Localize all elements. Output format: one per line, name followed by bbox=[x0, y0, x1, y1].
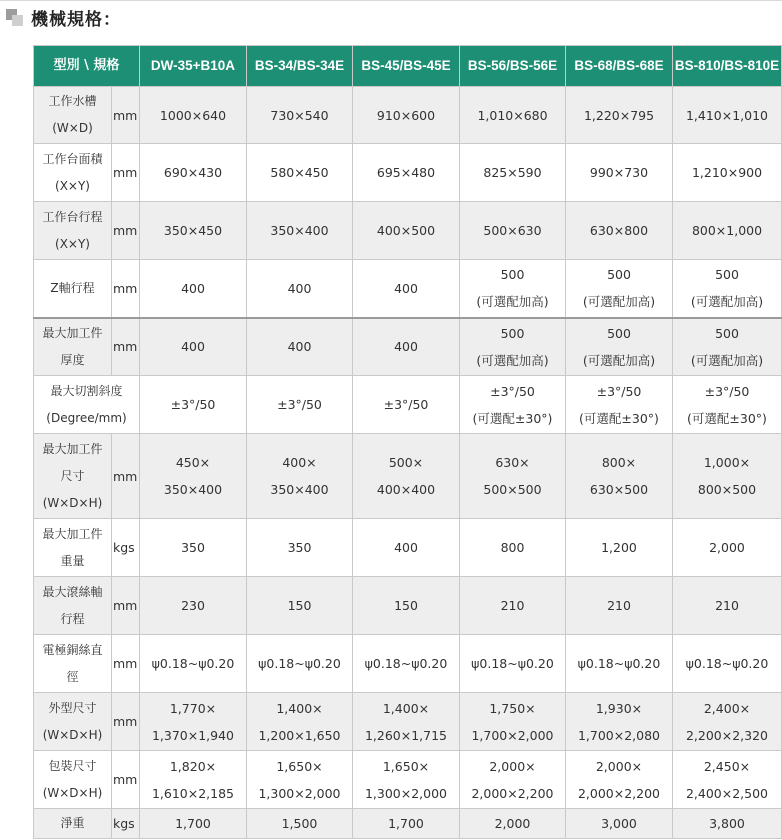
cell-line: 1,400× bbox=[382, 700, 430, 716]
spec-unit: mm bbox=[112, 144, 140, 202]
cell-line: 400 bbox=[181, 280, 205, 296]
cell-line: 1000×640 bbox=[159, 107, 227, 123]
section-title: 機械規格： bbox=[31, 9, 121, 30]
cell-line: (可選配加高) bbox=[690, 352, 764, 368]
spec-label bbox=[34, 144, 112, 202]
cell-line: 1,400× bbox=[276, 700, 323, 716]
spec-value bbox=[673, 577, 782, 635]
spec-value bbox=[140, 376, 247, 434]
cell-line: (W×D) bbox=[52, 121, 93, 135]
spec-value bbox=[247, 635, 353, 693]
cell-line: 電極銅絲直 bbox=[42, 642, 103, 657]
cell-line: 1,650× bbox=[382, 758, 430, 774]
spec-value bbox=[353, 144, 460, 202]
spec-value bbox=[247, 751, 353, 809]
spec-label bbox=[34, 260, 112, 318]
cell-line: 2,200×2,320 bbox=[685, 727, 769, 743]
cell-line: 350×400 bbox=[270, 223, 329, 238]
cell-line: 行程 bbox=[60, 611, 85, 626]
spec-row bbox=[34, 87, 782, 144]
cell-line: 1,700 bbox=[388, 816, 424, 831]
spec-value bbox=[460, 577, 566, 635]
spec-label bbox=[34, 202, 112, 260]
cell-line: 500 bbox=[607, 267, 631, 283]
cell-line: Z軸行程 bbox=[50, 280, 95, 295]
cell-line: 400×400 bbox=[376, 482, 436, 497]
cell-line: 695×480 bbox=[376, 165, 436, 180]
cell-line: 500×630 bbox=[483, 223, 542, 238]
spec-value bbox=[247, 809, 353, 839]
cell-line: 210 bbox=[500, 598, 525, 613]
cell-line: 1,370×1,940 bbox=[151, 727, 235, 743]
cell-line: 800 bbox=[500, 540, 525, 555]
spec-value bbox=[140, 87, 247, 144]
spec-value bbox=[566, 434, 673, 519]
cell-line: 1,200 bbox=[601, 540, 637, 555]
spec-unit: mm bbox=[112, 434, 140, 519]
header-model: BS-34/BS-34E bbox=[247, 46, 353, 87]
cell-line: 2,000×2,200 bbox=[577, 785, 661, 801]
spec-row bbox=[34, 260, 782, 318]
spec-value bbox=[673, 87, 782, 144]
spec-row bbox=[34, 519, 782, 577]
cell-line: ±3°/50 bbox=[277, 397, 322, 412]
spec-row bbox=[34, 434, 782, 519]
spec-value bbox=[673, 202, 782, 260]
spec-value bbox=[566, 519, 673, 577]
spec-value bbox=[353, 87, 460, 144]
spec-value bbox=[566, 260, 673, 318]
cell-line: (可選配加高) bbox=[476, 294, 549, 310]
cell-line: 最大加工件 bbox=[42, 526, 103, 541]
spec-unit: mm bbox=[112, 87, 140, 144]
cell-line: 1,500 bbox=[281, 816, 318, 831]
cell-line: 500 bbox=[715, 325, 739, 341]
spec-unit: mm bbox=[112, 318, 140, 376]
spec-value bbox=[140, 260, 247, 318]
spec-row bbox=[34, 376, 782, 434]
spec-value bbox=[566, 751, 673, 809]
cell-line: (可選配加高) bbox=[582, 294, 656, 310]
spec-value bbox=[460, 809, 566, 839]
spec-value bbox=[460, 318, 566, 376]
cell-line: (可選配±30°) bbox=[472, 410, 553, 426]
cell-line: 最大加工件 bbox=[42, 441, 103, 456]
spec-row bbox=[34, 144, 782, 202]
cell-line: 1,210×900 bbox=[691, 165, 763, 180]
cell-line: 2,000× bbox=[595, 758, 643, 774]
cell-line: 1,610×2,185 bbox=[151, 785, 235, 801]
header-model: DW-35+B10A bbox=[140, 46, 247, 87]
spec-value bbox=[247, 144, 353, 202]
spec-label bbox=[34, 751, 112, 809]
spec-value bbox=[353, 809, 460, 839]
spec-value bbox=[566, 635, 673, 693]
cell-line: 350×400 bbox=[163, 482, 223, 497]
spec-unit: mm bbox=[112, 751, 140, 809]
cell-line: 最大切割斜度 bbox=[50, 383, 123, 398]
cell-line: ±3°/50 bbox=[704, 383, 750, 399]
cell-line: 825×590 bbox=[483, 165, 542, 180]
cell-line: 2,000 bbox=[709, 540, 745, 555]
cell-line: 730×540 bbox=[270, 107, 329, 123]
spec-unit: mm bbox=[112, 693, 140, 751]
spec-unit: mm bbox=[112, 577, 140, 635]
spec-table-body bbox=[34, 87, 782, 839]
cell-line: 尺寸 bbox=[60, 468, 85, 483]
spec-label bbox=[34, 376, 140, 434]
cell-line: 1,700×2,080 bbox=[577, 727, 661, 743]
spec-value bbox=[140, 519, 247, 577]
cell-line: 厚度 bbox=[60, 352, 85, 367]
spec-unit: mm bbox=[112, 635, 140, 693]
cell-line: 1,300×2,000 bbox=[364, 785, 448, 801]
section-heading bbox=[6, 4, 121, 30]
cell-line: 1,010×680 bbox=[477, 107, 548, 123]
spec-value bbox=[247, 87, 353, 144]
cell-line: 800×500 bbox=[697, 482, 757, 497]
cell-line: 500 bbox=[715, 267, 739, 283]
cell-line: (可選配加高) bbox=[476, 352, 549, 368]
cell-line: 2,000× bbox=[489, 758, 536, 774]
cell-line: 230 bbox=[181, 598, 205, 613]
cell-line: 1,000× bbox=[703, 455, 751, 470]
spec-value bbox=[673, 693, 782, 751]
spec-value bbox=[460, 519, 566, 577]
cell-line: 1,650× bbox=[276, 758, 323, 774]
spec-value bbox=[460, 144, 566, 202]
cell-line: 1,930× bbox=[595, 700, 643, 716]
cell-line: ψ0.18~ψ0.20 bbox=[258, 656, 341, 671]
cell-line: ±3°/50 bbox=[490, 383, 535, 399]
cell-line: 350 bbox=[287, 540, 312, 555]
cell-line: ±3°/50 bbox=[383, 397, 429, 412]
cell-line: 2,400×2,500 bbox=[685, 785, 769, 801]
cell-line: (W×D×H) bbox=[42, 785, 103, 800]
cell-line: 400 bbox=[287, 339, 312, 355]
cell-line: ψ0.18~ψ0.20 bbox=[685, 656, 769, 671]
spec-row bbox=[34, 318, 782, 376]
spec-value bbox=[673, 635, 782, 693]
spec-value bbox=[566, 87, 673, 144]
spec-row bbox=[34, 751, 782, 809]
cell-line: 徑 bbox=[66, 669, 79, 684]
spec-label bbox=[34, 577, 112, 635]
spec-value bbox=[353, 202, 460, 260]
spec-value bbox=[460, 260, 566, 318]
cell-line: ψ0.18~ψ0.20 bbox=[364, 656, 448, 671]
spec-value bbox=[353, 693, 460, 751]
cell-line: 400×500 bbox=[376, 223, 436, 238]
spec-value bbox=[140, 751, 247, 809]
spec-value bbox=[140, 202, 247, 260]
spec-value bbox=[673, 809, 782, 839]
spec-unit: kgs bbox=[112, 809, 140, 839]
spec-value bbox=[247, 519, 353, 577]
spec-value bbox=[673, 519, 782, 577]
cell-line: ±3°/50 bbox=[596, 383, 642, 399]
spec-value bbox=[566, 202, 673, 260]
cell-line: (X×Y) bbox=[55, 178, 90, 193]
cell-line: 350 bbox=[181, 540, 205, 555]
square-bullet-icon bbox=[6, 9, 23, 26]
cell-line: (W×D×H) bbox=[42, 495, 103, 510]
spec-value bbox=[566, 809, 673, 839]
cell-line: 400 bbox=[394, 339, 418, 355]
header-row bbox=[34, 46, 782, 87]
cell-line: (W×D×H) bbox=[42, 727, 103, 742]
header-model: BS-45/BS-45E bbox=[353, 46, 460, 87]
cell-line: 2,400× bbox=[703, 700, 751, 716]
spec-value bbox=[247, 577, 353, 635]
spec-value bbox=[353, 434, 460, 519]
spec-value bbox=[673, 434, 782, 519]
cell-line: 外型尺寸 bbox=[48, 700, 97, 715]
spec-value bbox=[353, 376, 460, 434]
cell-line: ψ0.18~ψ0.20 bbox=[577, 656, 661, 671]
cell-line: 1,700×2,000 bbox=[471, 727, 554, 743]
spec-value bbox=[460, 693, 566, 751]
cell-line: 800× bbox=[601, 455, 637, 470]
spec-value bbox=[460, 751, 566, 809]
cell-line: 500 bbox=[607, 325, 631, 341]
spec-value bbox=[566, 693, 673, 751]
spec-row bbox=[34, 693, 782, 751]
cell-line: 500 bbox=[500, 325, 525, 341]
cell-line: 2,000 bbox=[494, 816, 531, 831]
cell-line: 工作水槽 bbox=[48, 94, 97, 108]
cell-line: 1,410×1,010 bbox=[685, 107, 769, 123]
spec-value bbox=[460, 202, 566, 260]
spec-value bbox=[140, 318, 247, 376]
spec-value bbox=[353, 519, 460, 577]
cell-line: (可選配加高) bbox=[582, 352, 656, 368]
spec-value bbox=[566, 144, 673, 202]
spec-label bbox=[34, 809, 112, 839]
cell-line: 3,800 bbox=[709, 816, 745, 831]
spec-value bbox=[247, 434, 353, 519]
cell-line: 800×1,000 bbox=[691, 223, 763, 238]
header-spec-type: 型別 \ 規格 bbox=[34, 46, 140, 87]
cell-line: 990×730 bbox=[589, 165, 649, 180]
spec-value bbox=[566, 577, 673, 635]
cell-line: 1,220×795 bbox=[583, 107, 655, 123]
spec-label bbox=[34, 519, 112, 577]
cell-line: ψ0.18~ψ0.20 bbox=[151, 656, 235, 671]
cell-line: 1,700 bbox=[175, 816, 211, 831]
spec-table bbox=[33, 45, 782, 839]
cell-line: 最大滾絲軸 bbox=[42, 584, 103, 599]
spec-value bbox=[247, 202, 353, 260]
spec-value bbox=[247, 260, 353, 318]
cell-line: 630×500 bbox=[589, 482, 649, 497]
spec-value bbox=[353, 260, 460, 318]
spec-unit: kgs bbox=[112, 519, 140, 577]
cell-line: 重量 bbox=[60, 553, 85, 568]
cell-line: 910×600 bbox=[376, 107, 436, 123]
cell-line: 400 bbox=[181, 339, 205, 355]
cell-line: 630×800 bbox=[589, 223, 649, 238]
spec-value bbox=[140, 635, 247, 693]
cell-line: 淨重 bbox=[60, 816, 85, 830]
spec-row bbox=[34, 635, 782, 693]
spec-label bbox=[34, 434, 112, 519]
spec-value bbox=[673, 144, 782, 202]
cell-line: 1,260×1,715 bbox=[364, 727, 448, 743]
spec-value bbox=[353, 751, 460, 809]
spec-value bbox=[566, 376, 673, 434]
cell-line: 2,450× bbox=[703, 758, 751, 774]
spec-value bbox=[247, 318, 353, 376]
spec-value bbox=[247, 693, 353, 751]
spec-row bbox=[34, 809, 782, 839]
header-model: BS-68/BS-68E bbox=[566, 46, 673, 87]
spec-label bbox=[34, 693, 112, 751]
cell-line: 工作台面積 bbox=[42, 151, 103, 166]
spec-value bbox=[140, 434, 247, 519]
spec-value bbox=[247, 376, 353, 434]
top-divider bbox=[0, 0, 782, 1]
spec-value bbox=[353, 635, 460, 693]
cell-line: 400 bbox=[394, 280, 418, 296]
cell-line: 工作台行程 bbox=[42, 209, 103, 224]
cell-line: (可選配±30°) bbox=[687, 410, 767, 426]
cell-line: 690×430 bbox=[163, 165, 223, 180]
spec-value bbox=[673, 318, 782, 376]
spec-value bbox=[140, 577, 247, 635]
cell-line: 3,000 bbox=[601, 816, 637, 831]
cell-line: 400 bbox=[287, 280, 312, 296]
spec-value bbox=[353, 318, 460, 376]
spec-row bbox=[34, 577, 782, 635]
cell-line: 最大加工件 bbox=[42, 325, 103, 340]
spec-value bbox=[460, 87, 566, 144]
cell-line: 500 bbox=[500, 267, 525, 283]
spec-unit: mm bbox=[112, 202, 140, 260]
header-model: BS-56/BS-56E bbox=[460, 46, 566, 87]
cell-line: 350×450 bbox=[163, 223, 223, 238]
header-model: BS-810/BS-810E bbox=[673, 46, 782, 87]
spec-value bbox=[673, 260, 782, 318]
cell-line: 630× bbox=[495, 455, 530, 470]
cell-line: (X×Y) bbox=[55, 236, 90, 251]
cell-line: (可選配加高) bbox=[690, 294, 764, 310]
cell-line: 1,770× bbox=[169, 700, 217, 716]
cell-line: 350×400 bbox=[270, 482, 329, 497]
spec-row bbox=[34, 202, 782, 260]
spec-value bbox=[460, 434, 566, 519]
cell-line: 1,300×2,000 bbox=[258, 785, 341, 801]
cell-line: (可選配±30°) bbox=[579, 410, 659, 426]
cell-line: 2,000×2,200 bbox=[471, 785, 554, 801]
cell-line: ψ0.18~ψ0.20 bbox=[471, 656, 554, 671]
cell-line: 210 bbox=[607, 598, 631, 613]
cell-line: 150 bbox=[287, 598, 312, 613]
spec-unit: mm bbox=[112, 260, 140, 318]
spec-value bbox=[353, 577, 460, 635]
spec-value bbox=[140, 144, 247, 202]
cell-line: 450× bbox=[175, 455, 211, 470]
cell-line: 1,750× bbox=[489, 700, 536, 716]
cell-line: ±3°/50 bbox=[170, 397, 216, 412]
spec-value bbox=[673, 751, 782, 809]
spec-label bbox=[34, 318, 112, 376]
spec-label bbox=[34, 87, 112, 144]
cell-line: 580×450 bbox=[270, 165, 329, 180]
spec-value bbox=[673, 376, 782, 434]
cell-line: 400× bbox=[282, 455, 317, 470]
cell-line: 150 bbox=[394, 598, 418, 613]
cell-line: 500×500 bbox=[483, 482, 542, 497]
cell-line: 500× bbox=[388, 455, 424, 470]
cell-line: 包裝尺寸 bbox=[48, 758, 97, 773]
cell-line: (Degree/mm) bbox=[46, 410, 127, 425]
spec-value bbox=[460, 376, 566, 434]
cell-line: 1,200×1,650 bbox=[258, 727, 341, 743]
cell-line: 210 bbox=[715, 598, 739, 613]
spec-value bbox=[566, 318, 673, 376]
cell-line: 400 bbox=[394, 540, 418, 555]
cell-line: 1,820× bbox=[169, 758, 217, 774]
spec-value bbox=[140, 809, 247, 839]
spec-value bbox=[140, 693, 247, 751]
spec-value bbox=[460, 635, 566, 693]
spec-label bbox=[34, 635, 112, 693]
